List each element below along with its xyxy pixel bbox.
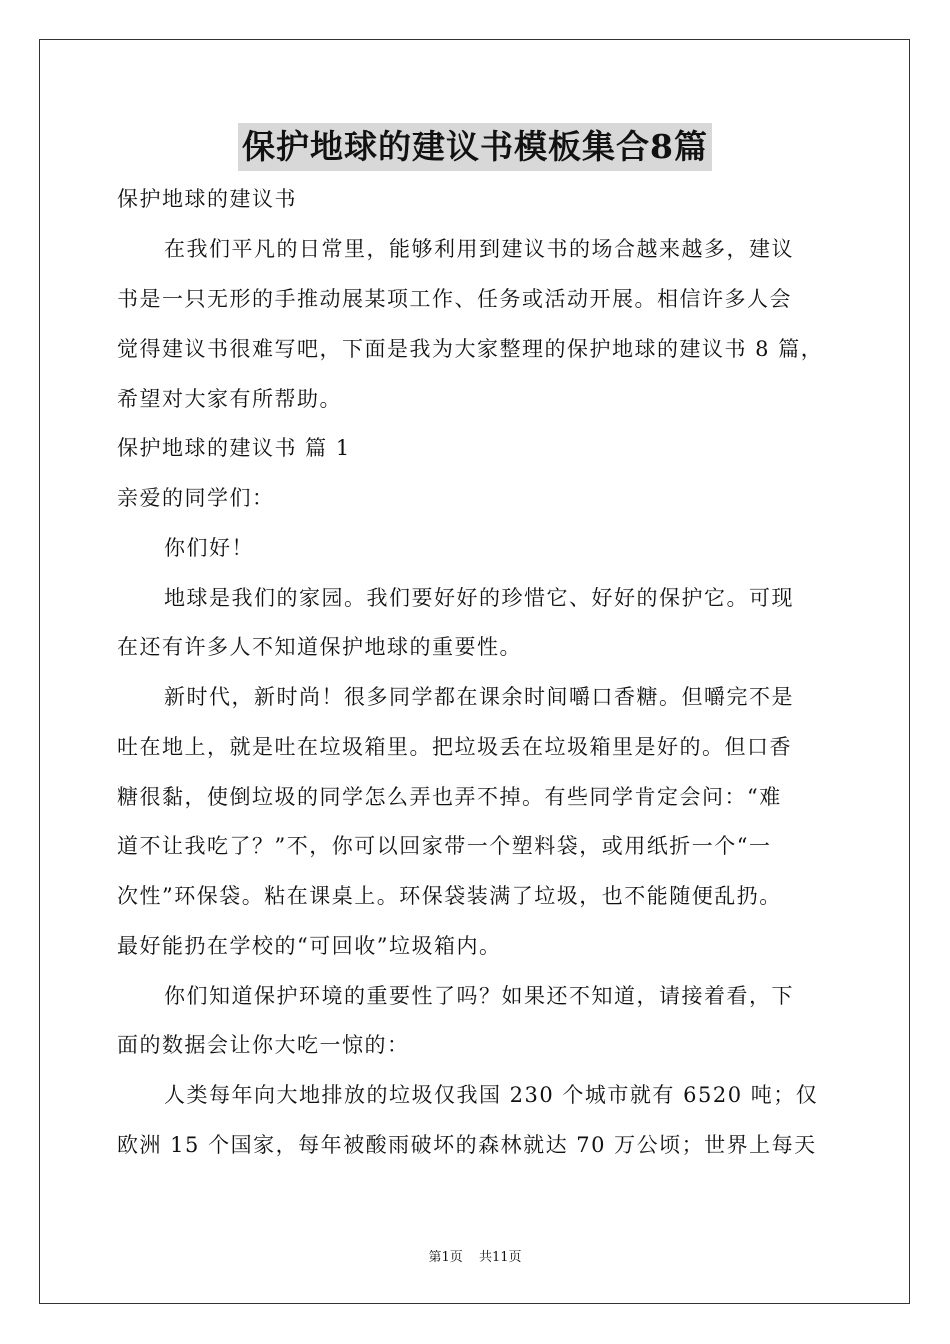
page-footer xyxy=(0,1246,950,1265)
paragraph-line: 次性”环保袋。粘在课桌上。环保袋装满了垃圾，也不能随便乱扔。 xyxy=(117,884,782,908)
paragraph-line: 人类每年向大地排放的垃圾仅我国 230 个城市就有 6520 吨；仅 xyxy=(164,1083,819,1107)
paragraph-line: 吐在地上，就是吐在垃圾箱里。把垃圾丢在垃圾箱里是好的。但口香 xyxy=(117,735,792,759)
paragraph-line: 希望对大家有所帮助。 xyxy=(117,387,342,411)
salutation-line: 亲爱的同学们： xyxy=(117,486,275,510)
subtitle-line: 保护地球的建议书 xyxy=(117,187,297,211)
paragraph-line: 糖很黏，使倒垃圾的同学怎么弄也弄不掉。有些同学肯定会问：“难 xyxy=(117,785,782,809)
document-title: 保护地球的建议书模板集合8篇 xyxy=(238,123,712,171)
section-heading: 保护地球的建议书 篇 1 xyxy=(117,436,351,460)
paragraph-line: 面的数据会让你大吃一惊的： xyxy=(117,1033,410,1057)
page-total: 共11页 xyxy=(478,1250,522,1265)
paragraph-line: 在我们平凡的日常里，能够利用到建议书的场合越来越多，建议 xyxy=(164,237,794,261)
paragraph-line: 新时代，新时尚！很多同学都在课余时间嚼口香糖。但嚼完不是 xyxy=(164,685,794,709)
paragraph-line: 最好能扔在学校的“可回收”垃圾箱内。 xyxy=(117,934,502,958)
paragraph-line: 你们知道保护环境的重要性了吗？如果还不知道，请接着看，下 xyxy=(164,984,794,1008)
paragraph-line: 道不让我吃了？”不，你可以回家带一个塑料袋，或用纸折一个“一 xyxy=(117,834,772,858)
greeting-line: 你们好！ xyxy=(164,536,254,560)
paragraph-line: 在还有许多人不知道保护地球的重要性。 xyxy=(117,635,522,659)
paragraph-line: 觉得建议书很难写吧，下面是我为大家整理的保护地球的建议书 8 篇， xyxy=(117,337,824,361)
paragraph-line: 欧洲 15 个国家，每年被酸雨破坏的森林就达 70 万公顷；世界上每天 xyxy=(117,1133,817,1157)
paragraph-line: 书是一只无形的手推动展某项工作、任务或活动开展。相信许多人会 xyxy=(117,287,792,311)
page-number: 第1页 xyxy=(428,1250,463,1265)
page-border xyxy=(39,39,910,1304)
paragraph-line: 地球是我们的家园。我们要好好的珍惜它、好好的保护它。可现 xyxy=(164,586,794,610)
title-container xyxy=(0,123,950,171)
